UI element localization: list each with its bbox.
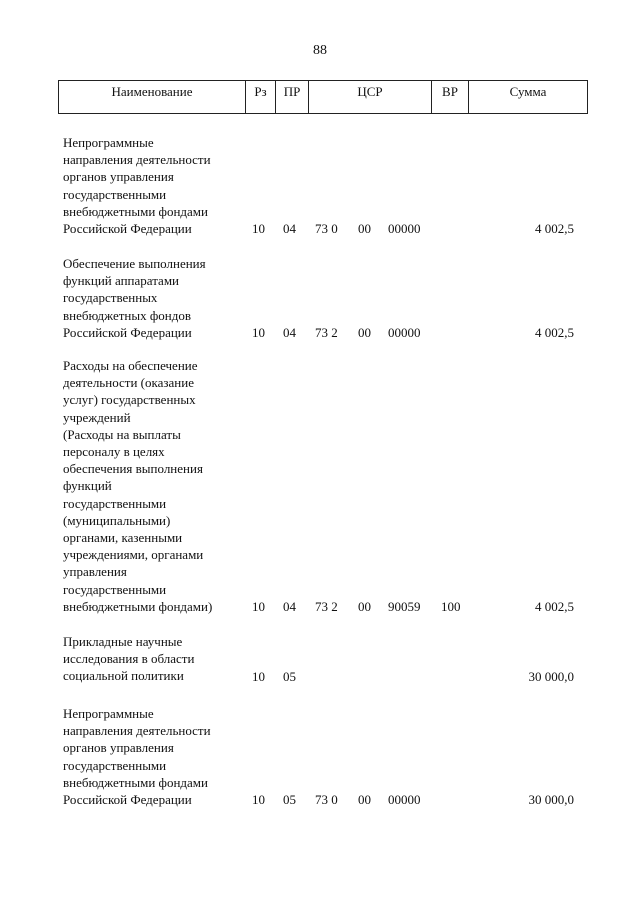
row-sum: 30 000,0: [528, 669, 574, 684]
row-vr: 100: [441, 599, 461, 614]
row-sum: 4 002,5: [535, 221, 574, 236]
row-rz: 10: [252, 325, 265, 340]
row-csr-subprogram: 00: [358, 221, 371, 236]
row-pr: 05: [283, 669, 296, 684]
row-csr-program: 73 2: [315, 599, 338, 614]
row-name: Непрограммные направления деятельности органов управления государственными внебюджетными фондами Российской Федерации: [63, 135, 211, 237]
row-sum: 4 002,5: [535, 325, 574, 340]
header-csr: ЦСР: [309, 81, 432, 113]
row-pr: 05: [283, 792, 296, 807]
header-vr: ВР: [432, 81, 469, 113]
row-pr: 04: [283, 599, 296, 614]
row-csr-direction: 90059: [388, 599, 421, 614]
row-csr-direction: 00000: [388, 792, 421, 807]
row-csr-direction: 00000: [388, 325, 421, 340]
header-pr: ПР: [276, 81, 309, 113]
row-pr: 04: [283, 325, 296, 340]
header-rz: Рз: [246, 81, 276, 113]
row-rz: 10: [252, 669, 265, 684]
row-csr-program: 73 0: [315, 221, 338, 236]
row-csr-subprogram: 00: [358, 599, 371, 614]
row-csr-subprogram: 00: [358, 792, 371, 807]
row-csr-program: 73 0: [315, 792, 338, 807]
header-name: Наименование: [59, 81, 246, 113]
row-name: Расходы на обеспечение деятельности (оказание услуг) государственных учреждений (Расходы на выплаты персоналу в целях обеспечения выполнения функций государственными (муниципальными) органами, казенными учреждениями, органами управления государственными внебюджетными фондами): [63, 358, 213, 614]
row-pr: 04: [283, 221, 296, 236]
row-name: Обеспечение выполнения функций аппаратами государственных внебюджетных фондов Российской Федерации: [63, 256, 206, 340]
row-sum: 4 002,5: [535, 599, 574, 614]
row-rz: 10: [252, 221, 265, 236]
header-sum: Сумма: [509, 84, 547, 99]
row-name: Непрограммные направления деятельности органов управления государственными внебюджетными фондами Российской Федерации: [63, 706, 211, 808]
table-header: [58, 80, 588, 114]
row-csr-direction: 00000: [388, 221, 421, 236]
row-rz: 10: [252, 599, 265, 614]
row-rz: 10: [252, 792, 265, 807]
row-csr-program: 73 2: [315, 325, 338, 340]
row-name: Прикладные научные исследования в области социальной политики: [63, 634, 195, 684]
page-number: 88: [313, 43, 327, 58]
row-sum: 30 000,0: [528, 792, 574, 807]
row-csr-subprogram: 00: [358, 325, 371, 340]
